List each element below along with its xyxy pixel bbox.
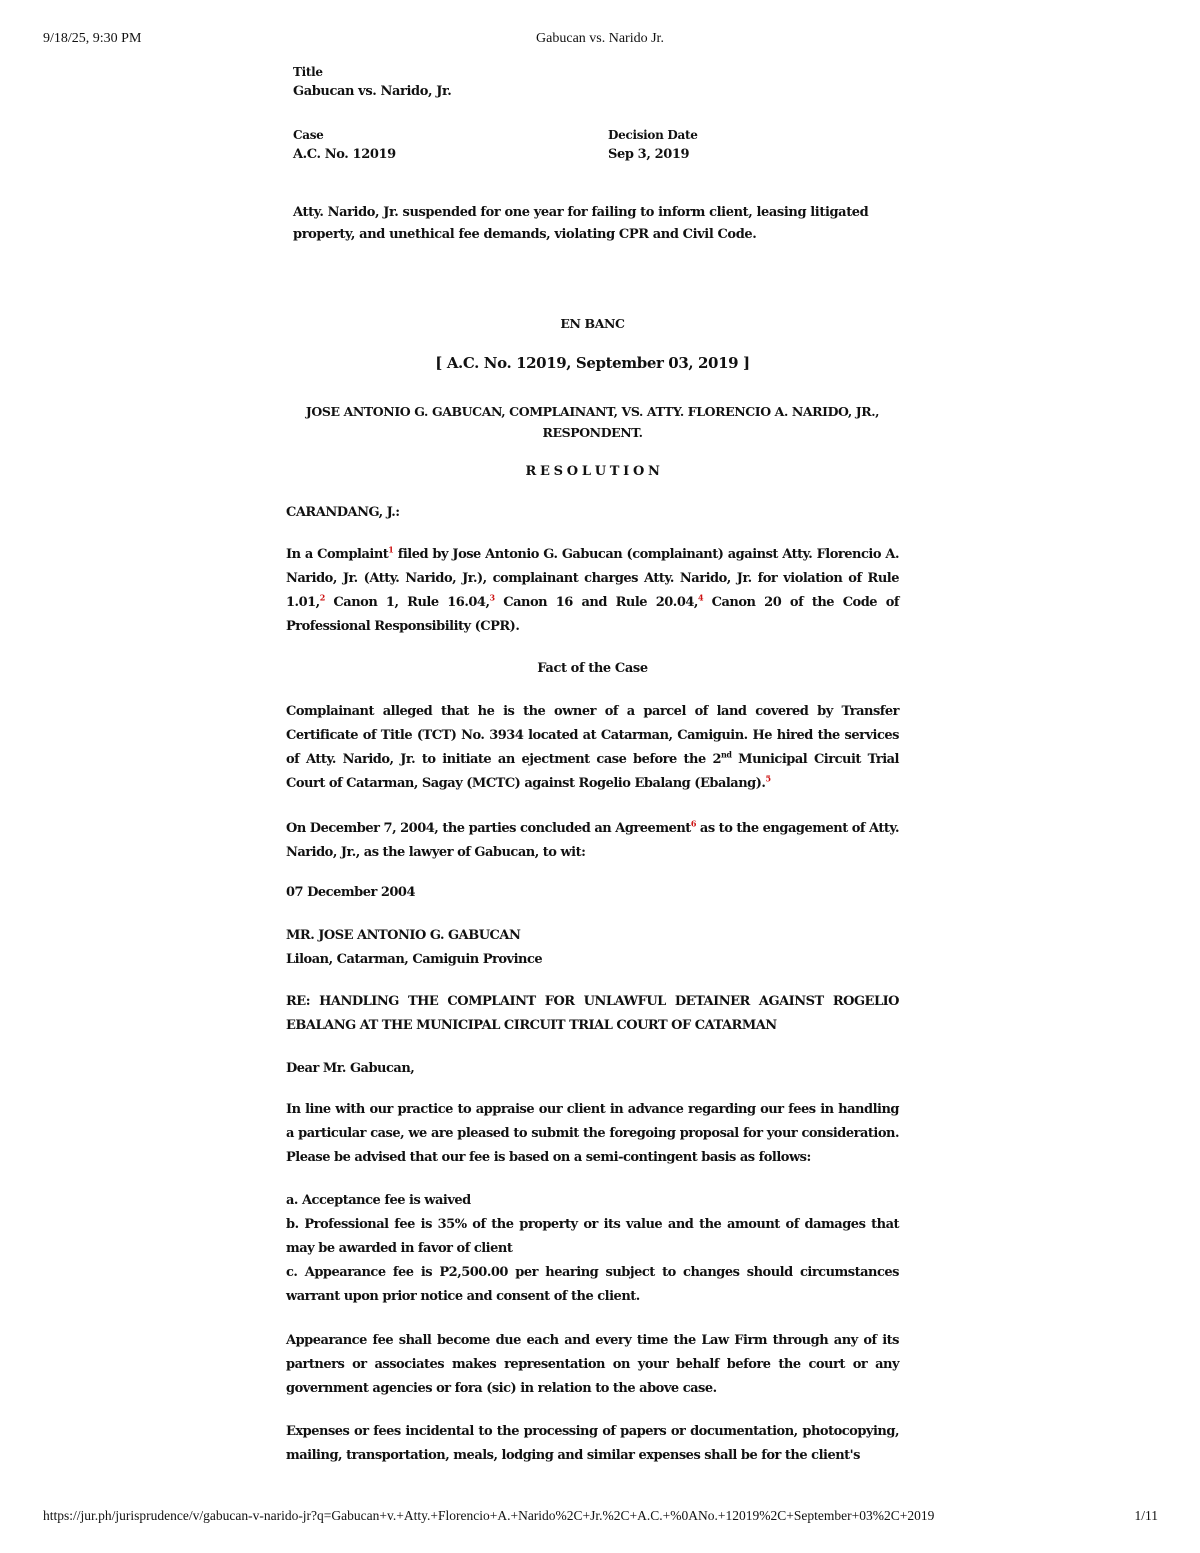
appearance-fee-paragraph: Appearance fee shall become due each and every time the Law Firm through any of its partners or associates makes representation on your behalf before the court or any government agencies or fora (sic) in relation to the above case. bbox=[286, 1333, 899, 1396]
letter-intro: In line with our practice to appraise our client in advance regarding our fees in handling a particular case, we are pleased to submit the foregoing proposal for your consideration. Please be advised that our fee is based on a semi-contingent basis as follows: bbox=[286, 1102, 899, 1165]
print-url[interactable]: https://jur.ph/jurisprudence/v/gabucan-v-narido-jr?q=Gabucan+v.+Atty.+Florencio+A.+Narido%2C+Jr.%2C+A.C.+%0ANo.+12019%2C+September+03%2C+2019 bbox=[43, 1508, 935, 1523]
case-value: A.C. No. 12019 bbox=[293, 147, 396, 162]
print-datetime: 9/18/25, 9:30 PM bbox=[43, 31, 142, 46]
case-summary: Atty. Narido, Jr. suspended for one year for failing to inform client, leasing litigated property, and unethical fee demands, violating CPR and Civil Code. bbox=[293, 205, 869, 242]
letter-addressee-name: MR. JOSE ANTONIO G. GABUCAN bbox=[286, 928, 521, 943]
footnote-ref-1[interactable]: 1 bbox=[388, 544, 394, 555]
text-run: filed by Jose Antonio G. Gabucan (complainant) against Atty. Florencio A. Narido, Jr. (Atty. Narido, Jr.), complainant charges Atty. Narido, Jr. for violation of Rule 1.01, bbox=[286, 547, 899, 610]
parties-heading: JOSE ANTONIO G. GABUCAN, COMPLAINANT, VS. ATTY. FLORENCIO A. NARIDO, JR., RESPONDENT. bbox=[305, 404, 880, 440]
letter-date: 07 December 2004 bbox=[286, 885, 416, 900]
letter-addressee-address: Liloan, Catarman, Camiguin Province bbox=[286, 952, 543, 967]
docket-heading: [ A.C. No. 12019, September 03, 2019 ] bbox=[435, 354, 750, 372]
footnote-ref-4[interactable]: 4 bbox=[697, 592, 704, 603]
fee-item-c: c. Appearance fee is P2,500.00 per hearing subject to changes should circumstances warrant upon prior notice and consent of the client. bbox=[286, 1265, 899, 1304]
text-run: Municipal Circuit Trial Court of Catarman, Sagay (MCTC) against Rogelio Ebalang (Ebalang). bbox=[286, 752, 899, 791]
ordinal-suffix: nd bbox=[721, 749, 732, 760]
decision-date-value: Sep 3, 2019 bbox=[608, 147, 690, 162]
fee-item-b: b. Professional fee is 35% of the property or its value and the amount of damages that may be awarded in favor of client bbox=[286, 1217, 899, 1256]
text-run: On December 7, 2004, the parties concluded an Agreement bbox=[286, 821, 691, 836]
division-heading: EN BANC bbox=[560, 316, 625, 331]
text-run: Complainant alleged that he is the owner of a parcel of land covered by Transfer Certificate of Title (TCT) No. 3934 located at Catarman, Camiguin. He hired the services of Atty. Narido, Jr. to initiate an ejectment case before the 2 bbox=[286, 704, 899, 767]
ponente: CARANDANG, J.: bbox=[286, 505, 400, 520]
page-number: 1/11 bbox=[1134, 1508, 1158, 1523]
fee-item-a: a. Acceptance fee is waived bbox=[286, 1193, 471, 1208]
footnote-ref-3[interactable]: 3 bbox=[489, 592, 495, 603]
text-run: Canon 1, Rule 16.04, bbox=[324, 595, 490, 610]
print-doc-title: Gabucan vs. Narido Jr. bbox=[536, 31, 664, 46]
letter-subject: RE: HANDLING THE COMPLAINT FOR UNLAWFUL DETAINER AGAINST ROGELIO EBALANG AT THE MUNICIPAL CIRCUIT TRIAL COURT OF CATARMAN bbox=[286, 994, 899, 1033]
text-run: Canon 20 of the Code of Professional Responsibility (CPR). bbox=[286, 595, 899, 634]
title-value: Gabucan vs. Narido, Jr. bbox=[293, 84, 452, 99]
text-run: In a Complaint bbox=[286, 547, 389, 562]
text-run: as to the engagement of Atty. Narido, Jr., as the lawyer of Gabucan, to wit: bbox=[286, 821, 899, 860]
case-label: Case bbox=[293, 128, 324, 142]
paragraph-facts bbox=[286, 700, 899, 796]
paragraph-complaint bbox=[286, 543, 899, 639]
paragraph-agreement bbox=[286, 817, 899, 865]
facts-heading: Fact of the Case bbox=[537, 661, 648, 676]
resolution-heading: R E S O L U T I O N bbox=[525, 464, 660, 479]
letter-salutation: Dear Mr. Gabucan, bbox=[286, 1061, 415, 1076]
footnote-ref-6[interactable]: 6 bbox=[690, 818, 696, 829]
footnote-ref-5[interactable]: 5 bbox=[765, 773, 771, 784]
text-run: Canon 16 and Rule 20.04, bbox=[494, 595, 698, 610]
footnote-ref-2[interactable]: 2 bbox=[319, 592, 325, 603]
expenses-paragraph: Expenses or fees incidental to the processing of papers or documentation, photocopying, mailing, transportation, meals, lodging and similar expenses shall be for the client's bbox=[286, 1424, 899, 1463]
title-label: Title bbox=[293, 65, 323, 79]
decision-date-label: Decision Date bbox=[608, 128, 698, 142]
